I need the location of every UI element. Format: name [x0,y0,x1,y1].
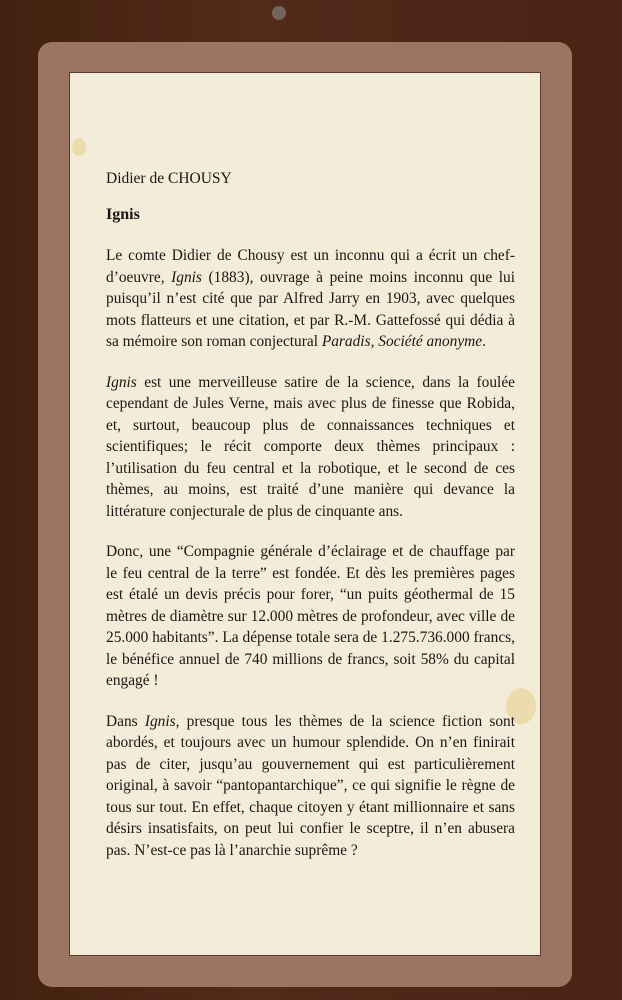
italic-title-text: Ignis [106,373,137,391]
top-mark [272,6,286,20]
paragraph-text: Le comte Didier de Chousy est un inconnu qui a écrit un chef-d’oeuvre, [106,247,515,286]
paper-stain-left [72,138,86,156]
blurb-paragraph [106,711,515,862]
paragraph-text: Dans [106,712,145,730]
paragraph-text: est une merveilleuse satire de la science, dans la foulée cependant de Jules Verne, mais avec plus de finesse que Robida, et, surtout, beaucoup plus de connaissances techniques et scientifiques; le récit comporte deux thèmes principaux : l’utilisation du feu central et la robotique, et le second de ces thèmes, au moins, est traité d’une manière qui devance la littérature conjecturale de plus de cinquante ans. [106,373,515,520]
italic-title-text: Ignis [144,712,176,730]
blurb-paragraph [106,245,515,353]
blurb-paragraph [106,372,515,523]
blurb-paragraph [106,541,515,692]
paragraph-text: , presque tous les thèmes de la science fiction sont abordés, et toujours avec un humour splendide. On n’en finirait pas de citer, jusqu’au gouvernement qui est particulièrement original, à savoir “pantopantarchique”, ce qui signifie le règne de tous sur tout. En effet, chaque citoyen y étant millionnaire et sans désirs insatisfaits, on peut lui confier le sceptre, il n’en abusera pas. N’est-ce pas là l’anarchie suprême ? [106,712,515,859]
cover-text [106,168,515,880]
italic-title-text: Ignis [171,268,202,286]
author-name: Didier de CHOUSY [106,170,232,187]
paragraph-text: (1883), ouvrage à peine moins inconnu que lui puisqu’il n’est cité que par Alfred Jarry en 1903, avec quelques mots flatteurs et une citation, et par R.-M. Gattefossé qui dédia à sa mémoire son roman conjectural [106,268,515,350]
blurb [106,245,515,861]
book-title: Ignis [106,205,140,223]
paragraph-text: Donc, une “Compagnie générale d’éclairage et de chauffage par le feu central de la terre” est fondée. Et dès les premières pages est étalé un devis précis pour forer, “un puits géothermal de 15 mètres de diamètre sur 12.000 mètres de profondeur, avec ville de 25.000 habitants”. La dépense totale sera de 1.275.736.000 francs, le bénéfice annuel de 740 millions de francs, soit 58% du capital engagé ! [106,543,515,689]
italic-title-text: Paradis, Société anonyme [321,333,483,350]
paragraph-text: . [482,333,486,350]
